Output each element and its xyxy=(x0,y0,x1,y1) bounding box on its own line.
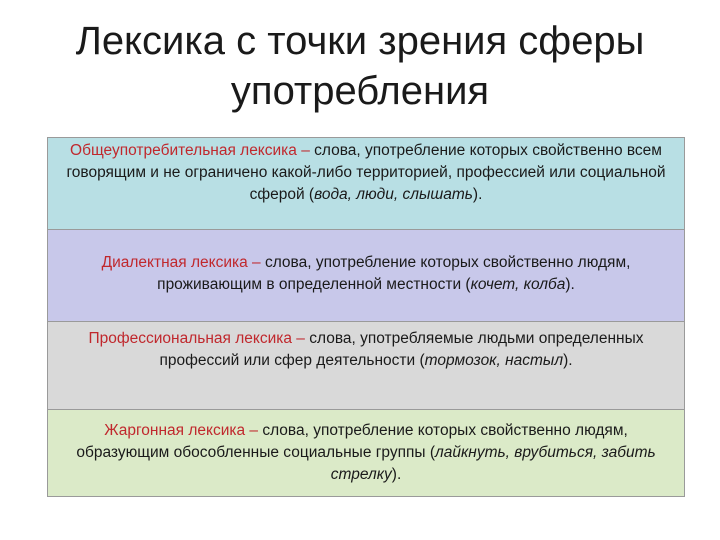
closing-text: ). xyxy=(563,352,573,369)
term-label: Профессиональная лексика – xyxy=(88,330,305,347)
definition-text: слова, употребляемые людьми определенных профессий или сфер деятельности ( xyxy=(159,330,644,369)
term-label: Диалектная лексика – xyxy=(101,254,261,271)
examples-text: кочет, колба xyxy=(470,276,566,293)
term-label: Общеупотребительная лексика – xyxy=(70,142,310,159)
title-line-2: употребления xyxy=(230,69,490,113)
block-jargon-vocabulary xyxy=(48,410,684,496)
definition-text: слова, употребление которых свойственно людям, проживающим в определенной местности ( xyxy=(157,254,631,293)
closing-text: ). xyxy=(472,186,483,203)
definition-text: слова, употребление которых свойственно всем говорящим и не ограничено какой-либо территорией, профессией или социальной сферой ( xyxy=(66,142,666,203)
examples-text: лайкнуть, врубиться, забить стрелку xyxy=(330,444,656,483)
definition-text: слова, употребление которых свойственно людям, образующим обособленные социальные группы ( xyxy=(76,422,628,461)
closing-text: ). xyxy=(391,466,402,483)
block-professional-vocabulary xyxy=(48,322,684,410)
closing-text: ). xyxy=(565,276,575,293)
definition-table xyxy=(47,137,685,497)
block-general-vocabulary xyxy=(48,138,684,230)
slide-title xyxy=(20,16,700,116)
term-label: Жаргонная лексика – xyxy=(104,422,259,439)
examples-text: вода, люди, слышать xyxy=(314,186,473,203)
title-line-1: Лексика с точки зрения сферы xyxy=(75,19,645,63)
examples-text: тормозок, настыл xyxy=(424,352,564,369)
block-dialect-vocabulary xyxy=(48,230,684,322)
